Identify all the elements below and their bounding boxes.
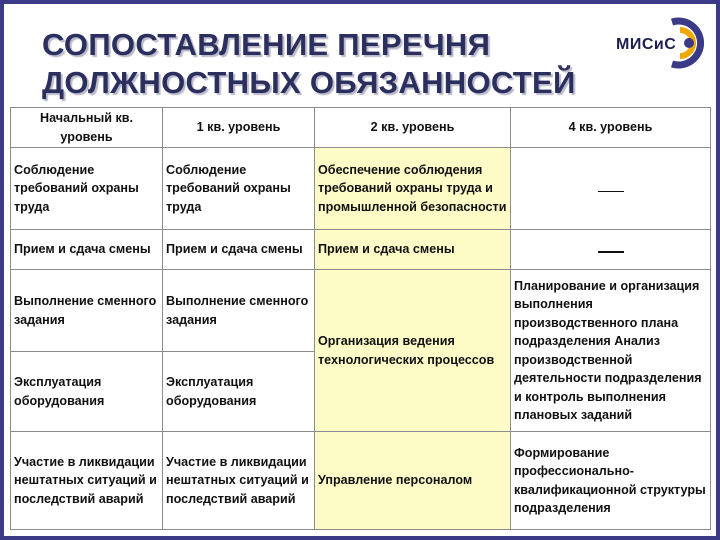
cell-row2-level1: Прием и сдача смены — [163, 230, 315, 270]
cell-row5-level2: Управление персоналом — [315, 432, 511, 530]
header-level-4: 4 кв. уровень — [511, 108, 711, 148]
cell-row4-level1: Эксплуатация оборудования — [163, 352, 315, 432]
title-line-1: СОПОСТАВЛЕНИЕ ПЕРЕЧНЯ — [42, 27, 491, 62]
cell-row4-entry: Эксплуатация оборудования — [11, 352, 163, 432]
cell-row1-level2: Обеспечение соблюдения требований охраны труда и промышленной безопасности — [315, 148, 511, 230]
table-row — [11, 432, 711, 530]
cell-row3-level2: Организация ведения технологических процессов — [315, 270, 511, 432]
header-entry-level: Начальный кв. уровень — [11, 108, 163, 148]
cell-row3-level4: Планирование и организация выполнения производственного плана подразделения Анализ производственной деятельности подразделения и контроль выполнения плановых заданий — [511, 270, 711, 432]
dash-mark — [598, 191, 624, 192]
table-row — [11, 148, 711, 230]
cell-row2-entry: Прием и сдача смены — [11, 230, 163, 270]
cell-row2-level4-empty — [511, 230, 711, 270]
title-line-2: ДОЛЖНОСТНЫХ ОБЯЗАННОСТЕЙ — [42, 65, 576, 100]
table-row — [11, 230, 711, 270]
table-header-row — [11, 108, 711, 148]
dash-mark — [598, 251, 624, 253]
cell-row5-entry: Участие в ликвидации нештатных ситуаций и последствий аварий — [11, 432, 163, 530]
misis-logo — [616, 16, 716, 72]
cell-row3-level1: Выполнение сменного задания — [163, 270, 315, 352]
cell-row5-level4: Формирование профессионально-квалификационной структуры подразделения — [511, 432, 711, 530]
header-level-1: 1 кв. уровень — [163, 108, 315, 148]
header-level-2: 2 кв. уровень — [315, 108, 511, 148]
cell-row1-level4-empty — [511, 148, 711, 230]
cell-row2-level2: Прием и сдача смены — [315, 230, 511, 270]
cell-row5-level1: Участие в ликвидации нештатных ситуаций и последствий аварий — [163, 432, 315, 530]
cell-row1-level1: Соблюдение требований охраны труда — [163, 148, 315, 230]
table-row — [11, 270, 711, 352]
cell-row3-entry: Выполнение сменного задания — [11, 270, 163, 352]
cell-row1-entry: Соблюдение требований охраны труда — [11, 148, 163, 230]
logo-text: МИСиС — [616, 36, 677, 53]
slide-title — [42, 26, 576, 102]
logo-emblem-icon — [664, 16, 712, 70]
duties-comparison-table — [10, 107, 711, 530]
